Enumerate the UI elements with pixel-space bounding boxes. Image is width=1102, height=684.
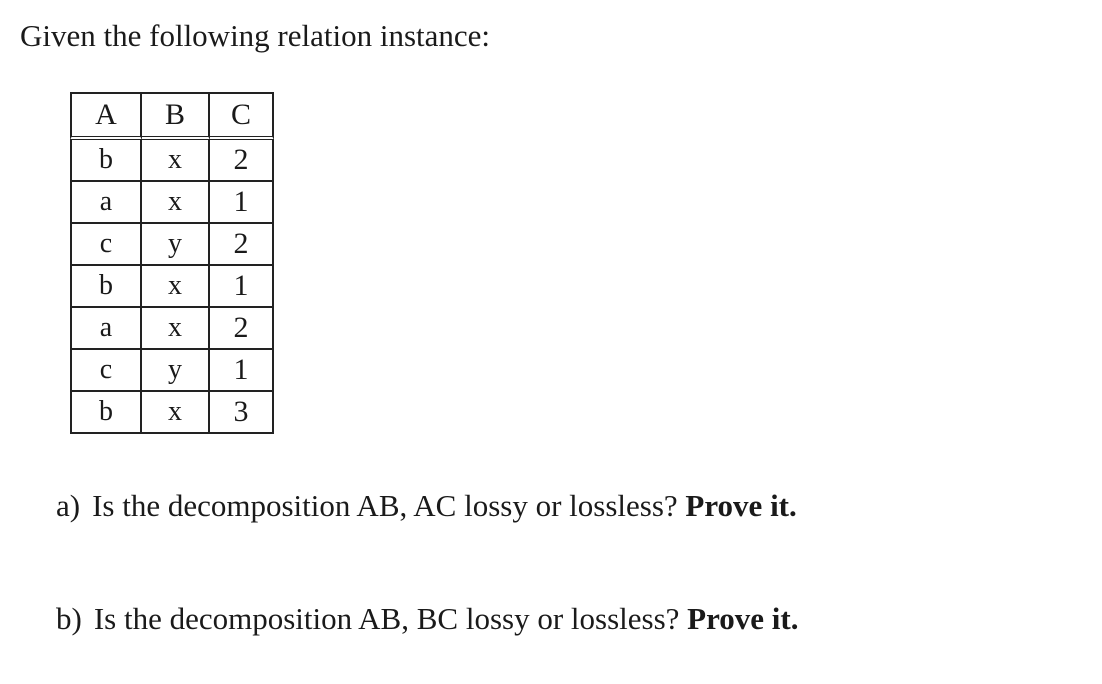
table-cell: b xyxy=(70,392,142,434)
table-cell: 1 xyxy=(210,182,274,224)
question-a-label: a) xyxy=(56,488,81,523)
table-cell: y xyxy=(142,224,210,266)
relation-table xyxy=(70,92,274,434)
table-cell: 2 xyxy=(210,308,274,350)
table-cell: x xyxy=(142,266,210,308)
table-cell: b xyxy=(70,140,142,182)
question-a-text: Is the decomposition AB, AC lossy or lossless? xyxy=(92,488,678,523)
question-b-emphasis: Prove it. xyxy=(687,601,799,636)
table-header-row xyxy=(70,92,274,140)
table-cell: a xyxy=(70,308,142,350)
table-cell: b xyxy=(70,266,142,308)
column-header-a: A xyxy=(70,92,142,140)
column-header-b: B xyxy=(142,92,210,140)
intro-text: Given the following relation instance: xyxy=(20,18,491,53)
question-b-text: Is the decomposition AB, BC lossy or lossless? xyxy=(93,601,680,636)
question-a-emphasis: Prove it. xyxy=(685,488,797,523)
table-cell: x xyxy=(142,140,210,182)
table-row xyxy=(70,140,274,182)
question-b xyxy=(56,597,799,641)
table-row xyxy=(70,266,274,308)
table-row xyxy=(70,308,274,350)
table-cell: 1 xyxy=(210,350,274,392)
table-cell: x xyxy=(142,392,210,434)
table-cell: 2 xyxy=(210,140,274,182)
table-cell: y xyxy=(142,350,210,392)
table-cell: c xyxy=(70,224,142,266)
table-cell: 1 xyxy=(210,266,274,308)
table-cell: 3 xyxy=(210,392,274,434)
question-a xyxy=(56,484,797,528)
table-cell: c xyxy=(70,350,142,392)
table-cell: x xyxy=(142,308,210,350)
question-b-label: b) xyxy=(56,601,82,636)
table-cell: 2 xyxy=(210,224,274,266)
table-row xyxy=(70,182,274,224)
column-header-c: C xyxy=(210,92,274,140)
table-row xyxy=(70,224,274,266)
table-cell: a xyxy=(70,182,142,224)
table-cell: x xyxy=(142,182,210,224)
table-row xyxy=(70,350,274,392)
table-row xyxy=(70,392,274,434)
